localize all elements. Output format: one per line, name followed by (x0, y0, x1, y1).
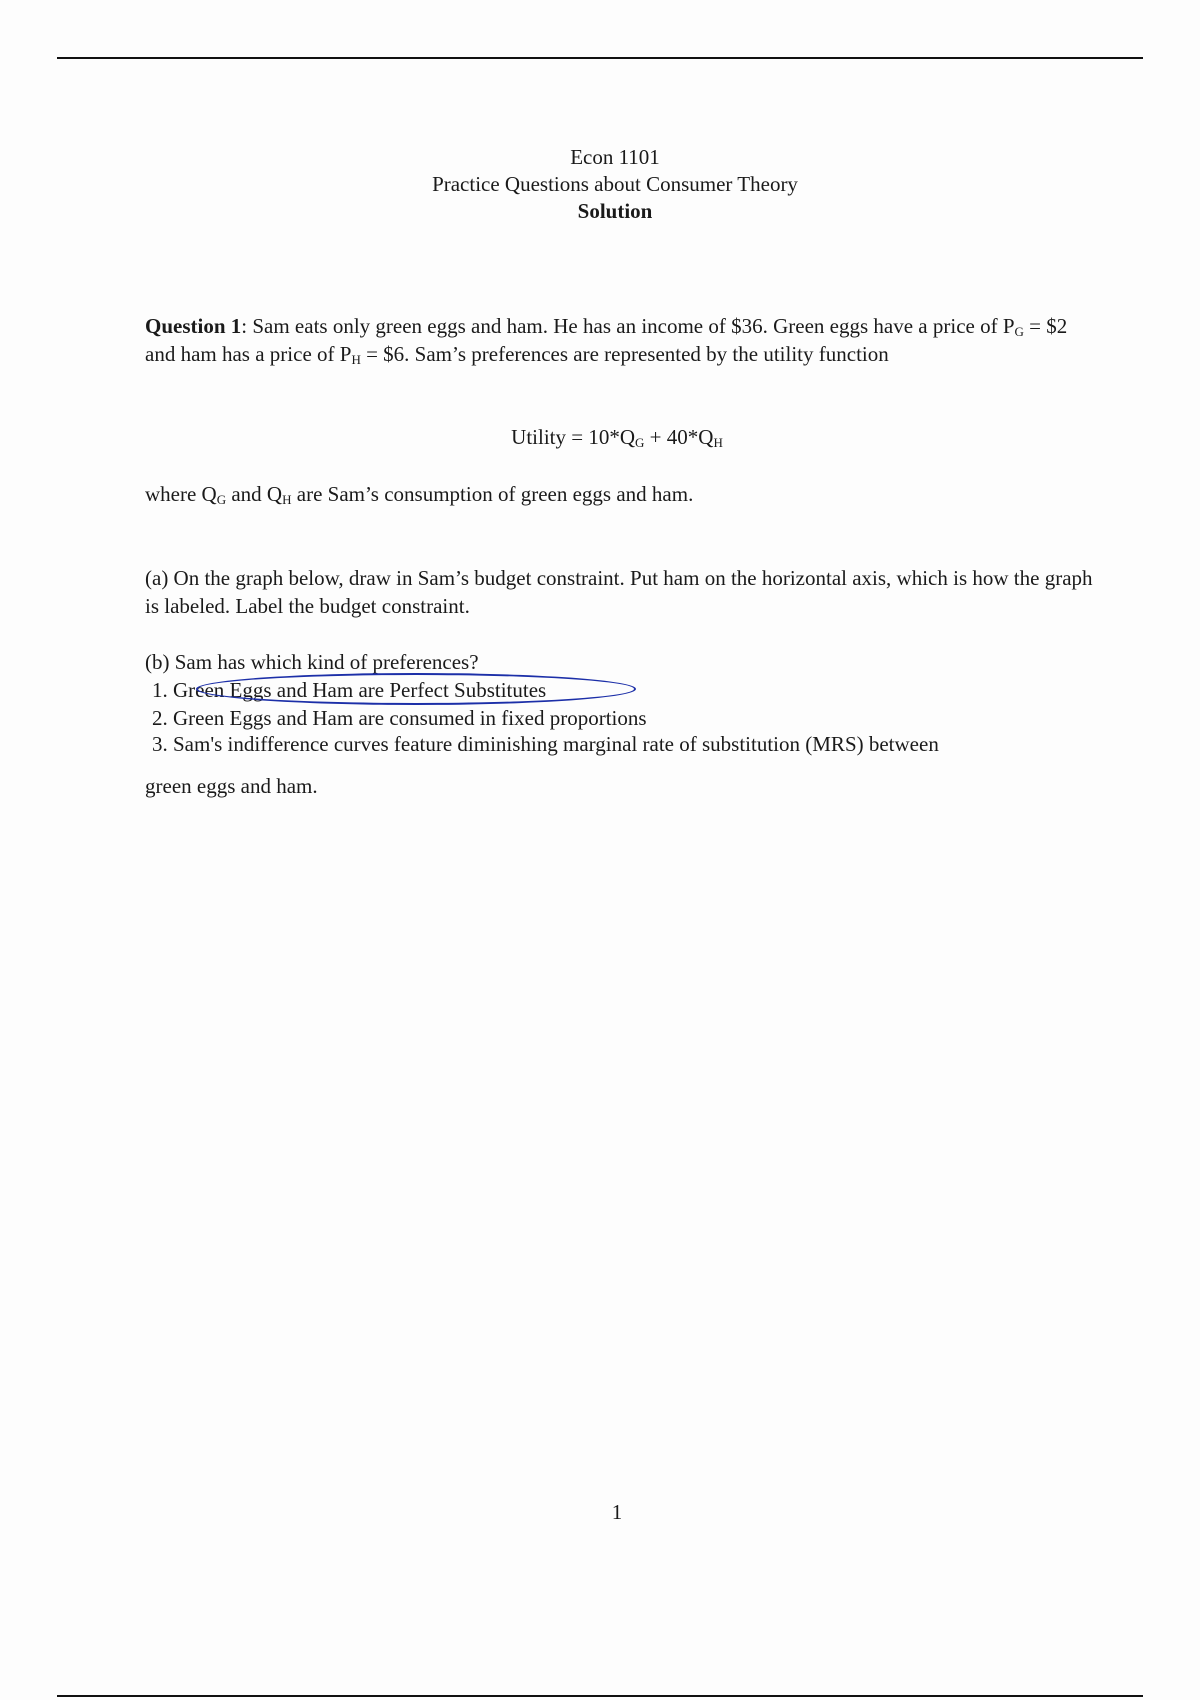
part-b-option-1: 1. Green Eggs and Ham are Perfect Substitutes (152, 678, 547, 702)
answer-circle-annotation (196, 673, 636, 705)
course-title: Econ 1101 (570, 145, 660, 169)
where-text-1: where Q (145, 482, 217, 506)
question-1-body-3: = $6. Sam’s preferences are represented by the utility function (360, 342, 889, 366)
formula-subscript-h: H (713, 435, 723, 450)
part-b-option-3-continuation: green eggs and ham. (145, 774, 318, 798)
document-subtitle: Practice Questions about Consumer Theory (432, 172, 798, 196)
subscript-h: H (351, 352, 361, 367)
part-b-prompt: (b) Sam has which kind of preferences? (145, 650, 479, 674)
part-b-option-2: 2. Green Eggs and Ham are consumed in fixed proportions (152, 706, 647, 730)
formula-middle: + 40*Q (644, 425, 714, 449)
where-text-3: are Sam’s consumption of green eggs and ham. (291, 482, 694, 506)
solution-label: Solution (577, 199, 653, 223)
top-rule (57, 57, 1143, 59)
formula-subscript-g: G (635, 435, 645, 450)
where-subscript-g: G (216, 492, 227, 507)
formula-prefix: Utility = 10*Q (511, 425, 636, 449)
document-header (0, 144, 1200, 225)
subscript-g: G (1014, 324, 1024, 339)
where-clause (145, 480, 1095, 508)
question-1-body-2: = $2 and ham has a price of P (145, 314, 1068, 366)
question-1-label: Question 1 (145, 314, 242, 338)
question-1-text (145, 312, 1095, 368)
page-number: 1 (611, 1500, 623, 1524)
utility-formula (0, 425, 1200, 450)
where-subscript-h: H (282, 492, 292, 507)
where-text-2: and Q (226, 482, 283, 506)
question-1-body-1: : Sam eats only green eggs and ham. He has an income of $36. Green eggs have a price of P (241, 314, 1015, 338)
part-b-option-3: 3. Sam's indifference curves feature diminishing marginal rate of substitution (MRS) between (152, 732, 939, 756)
part-a-text: (a) On the graph below, draw in Sam’s budget constraint. Put ham on the horizontal axis, which is how the graph is labeled. Label the budget constraint. (145, 566, 1093, 618)
bottom-rule (57, 1695, 1143, 1697)
